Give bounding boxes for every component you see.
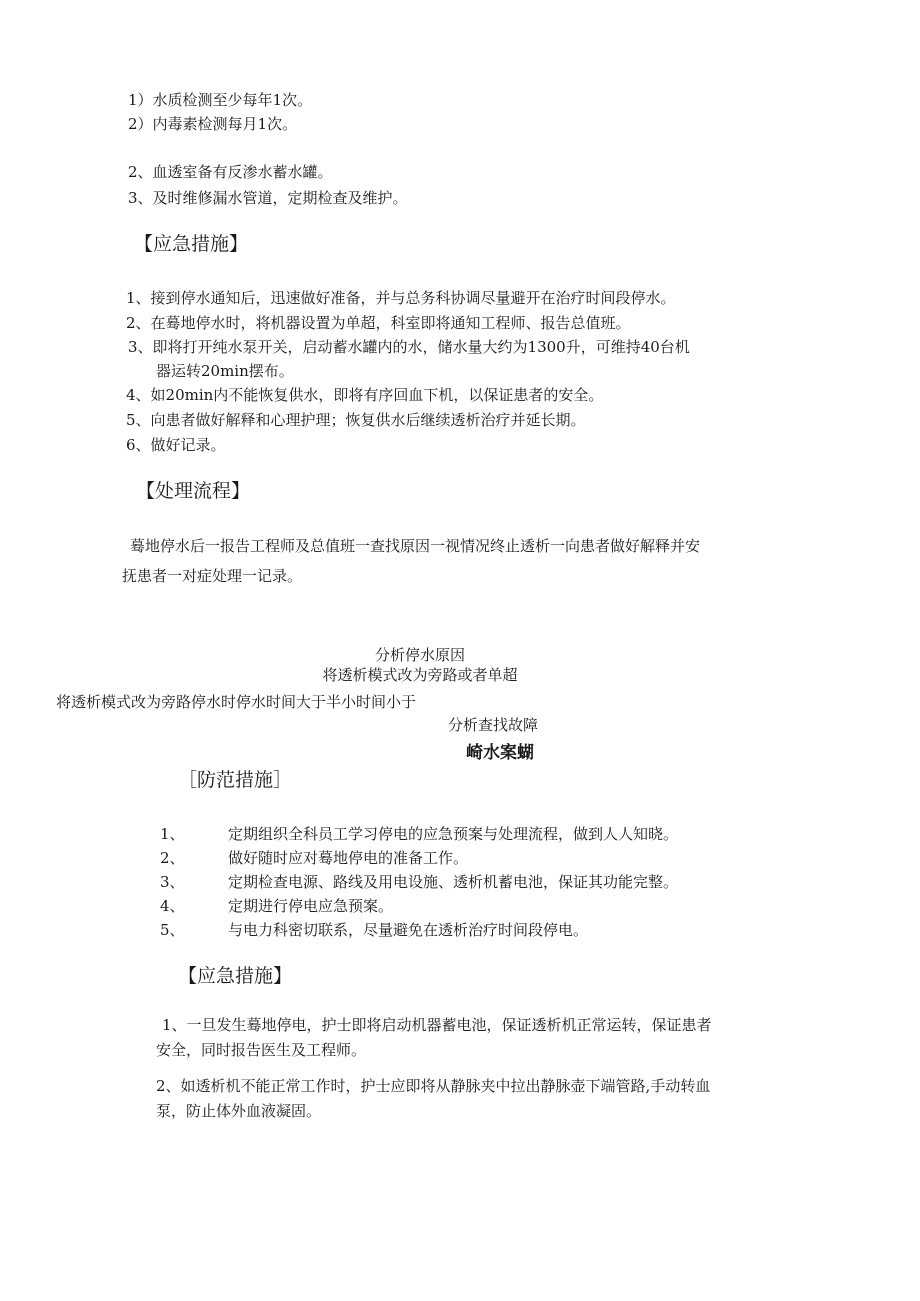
power-emergency-item: 1、一旦发生蓦地停电，护士即将启动机器蓄电池，保证透析机正常运转，保证患者 bbox=[162, 1016, 712, 1034]
prevention-item-text: 定期进行停电应急预案。 bbox=[228, 897, 394, 915]
flow-garbled-label: 崎水案蝴 bbox=[466, 743, 534, 763]
emergency-item-continued: 器运转20min摆布。 bbox=[156, 362, 294, 380]
flow-step-time-branch: 将透析模式改为旁路停水时停水时间大于半小时间小于 bbox=[56, 693, 417, 711]
process-paragraph: 蓦地停水后一报告工程师及总值班一查找原因一视情况终止透析一向患者做好解释并安 bbox=[130, 537, 701, 555]
emergency-heading-water: 【应急措施】 bbox=[134, 233, 249, 255]
power-emergency-item-continued: 泵，防止体外血液凝固。 bbox=[156, 1102, 322, 1120]
process-heading: 【处理流程】 bbox=[136, 480, 251, 502]
emergency-item: 2、在蓦地停水时，将机器设置为单超，科室即将通知工程师、报告总值班。 bbox=[126, 314, 631, 332]
prevention-item-text: 定期检查电源、路线及用电设施、透析机蓄电池，保证其功能完整。 bbox=[228, 873, 679, 891]
prevention-item-number: 4、 bbox=[160, 897, 185, 915]
prevention-item-text: 与电力科密切联系，尽量避免在透析治疗时间段停电。 bbox=[228, 921, 589, 939]
prevention-item-text: 做好随时应对蓦地停电的准备工作。 bbox=[228, 849, 469, 867]
prevention-heading: ［防范措施］ bbox=[178, 769, 293, 791]
emergency-item: 3、即将打开纯水泵开关，启动蓄水罐内的水，储水量大约为1300升，可维持40台机 bbox=[128, 338, 690, 356]
prevention-item-text: 定期组织全科员工学习停电的应急预案与处理流程，做到人人知晓。 bbox=[228, 825, 679, 843]
flow-step-find-fault: 分析查找故障 bbox=[448, 716, 539, 734]
emergency-item: 1、接到停水通知后，迅速做好准备，并与总务科协调尽量避开在治疗时间段停水。 bbox=[126, 289, 676, 307]
emergency-heading-power: 【应急措施】 bbox=[178, 965, 293, 987]
prevention-item-number: 3、 bbox=[160, 873, 185, 891]
emergency-item: 4、如20min内不能恢复供水，即将有序回血下机，以保证患者的安全。 bbox=[126, 386, 604, 404]
process-paragraph-continued: 抚患者一对症处理一记录。 bbox=[122, 567, 303, 585]
water-quality-item: 1）水质检测至少每年1次。 bbox=[128, 91, 313, 109]
prevention-item-number: 2、 bbox=[160, 849, 185, 867]
power-emergency-item-continued: 安全，同时报告医生及工程师。 bbox=[156, 1041, 367, 1059]
pipe-maintenance-item: 3、及时维修漏水管道，定期检查及维护。 bbox=[128, 189, 408, 207]
reserve-tank-item: 2、血透室备有反渗水蓄水罐。 bbox=[128, 163, 333, 181]
emergency-item: 5、向患者做好解释和心理护理；恢复供水后继续透析治疗并延长期。 bbox=[126, 411, 586, 429]
flow-step-bypass-mode: 将透析模式改为旁路或者单超 bbox=[322, 666, 518, 684]
endotoxin-item: 2）内毒素检测每月1次。 bbox=[128, 115, 298, 133]
prevention-item-number: 1、 bbox=[160, 825, 185, 843]
emergency-item: 6、做好记录。 bbox=[126, 436, 226, 454]
flow-step-analyze-cause: 分析停水原因 bbox=[374, 646, 465, 664]
prevention-item-number: 5、 bbox=[160, 921, 185, 939]
power-emergency-item: 2、如透析机不能正常工作时，护士应即将从静脉夹中拉出静脉壶下端管路,手动转血 bbox=[156, 1077, 711, 1095]
